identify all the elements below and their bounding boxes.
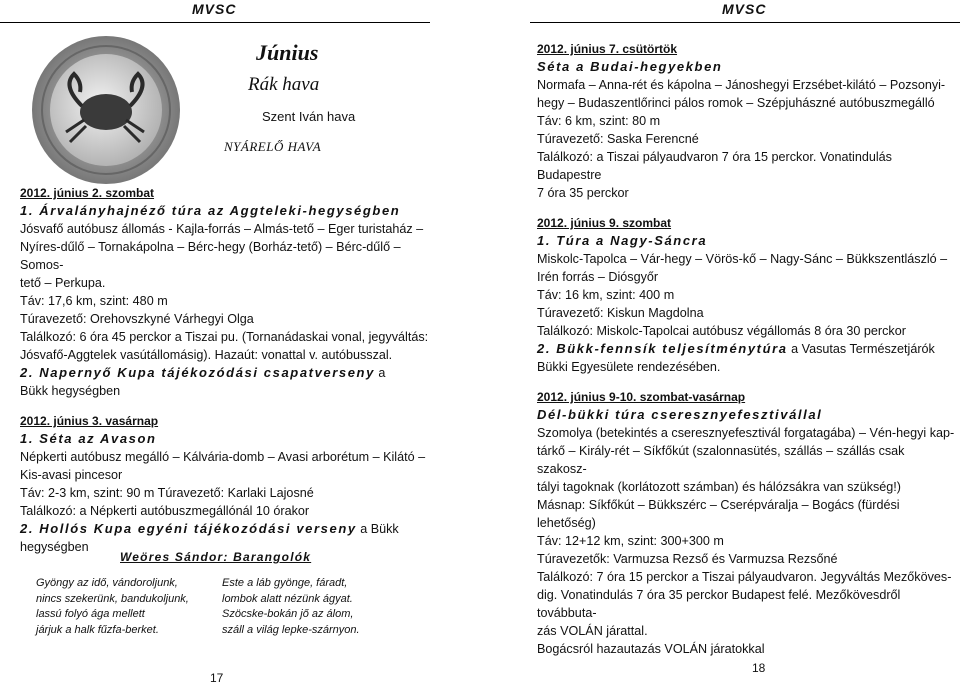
event-title: 2. Napernyő Kupa tájékozódási csapatverseny a	[20, 365, 386, 380]
event-date: 2012. június 9. szombat	[537, 216, 672, 230]
event-line: Másnap: Síkfőkút – Bükkszérc – Cserépváralja – Bogács (fürdési lehetőség)	[537, 498, 900, 530]
event-line: Találkozó: a Tiszai pályaudvaron 7 óra 15 perckor. Vonatindulás Budapestre	[537, 150, 892, 182]
event-date: 2012. június 7. csütörtök	[537, 42, 678, 56]
event-line: Találkozó: a Népkerti autóbuszmegállónál 10 órakor	[20, 504, 310, 518]
event-title: Séta a Budai-hegyekben	[537, 59, 723, 74]
event-line: Normafa – Anna-rét és kápolna – Jánoshegyi Erzsébet-kilátó – Pozsonyi-	[537, 78, 946, 92]
event-title: 1. Séta az Avason	[20, 431, 157, 446]
poem-stanza-1	[36, 576, 189, 638]
poem-stanza-2	[222, 576, 360, 638]
poem-line: Szöcske-bokán jő az álom,	[222, 608, 354, 620]
page-number-right: 18	[752, 661, 766, 675]
poem-line: lassú folyó ága mellett	[36, 608, 145, 620]
event-line: tályi tagoknak (korlátozott számban) és hálózsákra van szükség!)	[537, 480, 901, 494]
cancer-zodiac-image	[32, 36, 180, 184]
event-line: tárkő – Király-rét – Síkfőkút (szalonnasütés, szállás – szállás csak szakosz-	[537, 444, 905, 476]
header-right: MVSC	[722, 1, 767, 17]
event-line: Bükki Egyesülete rendezésében.	[537, 360, 721, 374]
event-line: Jósvafő-Aggtelek vasútállomásig). Hazaút: vonattal v. autóbusszal.	[20, 348, 393, 362]
poem-line: száll a világ lepke-szárnyon.	[222, 623, 360, 636]
event-date: 2012. június 9-10. szombat-vasárnap	[537, 390, 746, 404]
event-line: Irén forrás – Diósgyőr	[537, 270, 659, 284]
left-page	[0, 0, 480, 684]
poem-line: Gyöngy az idő, vándoroljunk,	[36, 577, 178, 589]
left-column	[20, 184, 440, 556]
event-date: 2012. június 3. vasárnap	[20, 414, 159, 428]
event-line: Túravezetők: Varmuzsa Rezső és Varmuzsa Rezsőné	[537, 552, 838, 566]
event-line: Bükk hegységben	[20, 384, 121, 398]
header-left: MVSC	[192, 1, 237, 17]
event-line: Táv: 12+12 km, szint: 300+300 m	[537, 534, 724, 548]
poem-line: Este a láb gyönge, fáradt,	[222, 577, 348, 589]
event-line: Táv: 16 km, szint: 400 m	[537, 288, 675, 302]
crab-icon	[32, 36, 180, 184]
month-name-day: Szent Iván hava	[262, 109, 356, 124]
event-line: Miskolc-Tapolca – Vár-hegy – Vörös-kő – Nagy-Sánc – Bükkszentlászló –	[537, 252, 948, 266]
header-rule-right	[530, 22, 960, 23]
event-line: zás VOLÁN járattal.	[537, 624, 648, 638]
poem-line: lombok alatt nézünk ágyat.	[222, 592, 353, 605]
event-line: Bogácsról hazautazás VOLÁN járatokkal	[537, 642, 765, 656]
poem-line: járjuk a halk fűzfa-berket.	[36, 623, 159, 636]
event-line: Túravezető: Orehovszkyné Várhegyi Olga	[20, 312, 254, 326]
event-line: Túravezető: Kiskun Magdolna	[537, 306, 704, 320]
event-line: Táv: 2-3 km, szint: 90 m Túravezető: Karlaki Lajosné	[20, 486, 314, 500]
event-line: Kis-avasi pincesor	[20, 468, 123, 482]
event-line: Találkozó: 7 óra 15 perckor a Tiszai pályaudvaron. Jegyváltás Mezőköves-	[537, 570, 952, 584]
event-line: dig. Vonatindulás 7 óra 35 perckor Budapest felé. Mezőkövesdről továbbuta-	[537, 588, 901, 620]
event-line: tető – Perkupa.	[20, 276, 106, 290]
page-number-left: 17	[210, 671, 224, 685]
month-subtitle: Rák hava	[248, 74, 320, 95]
event-line: Találkozó: Miskolc-Tapolcai autóbusz végállomás 8 óra 30 perckor	[537, 324, 906, 338]
event-line: 7 óra 35 perckor	[537, 186, 629, 200]
event-line: Népkerti autóbusz megálló – Kálvária-domb – Avasi arborétum – Kilátó –	[20, 450, 426, 464]
event-line: hegy – Budaszentlőrinci pálos romok – Szépjuhászné autóbuszmegálló	[537, 96, 935, 110]
event-line: Nyíres-dűlő – Tornakápolna – Bérc-hegy (Borház-tető) – Bérc-dűlő – Somos-	[20, 240, 401, 272]
event-date: 2012. június 2. szombat	[20, 186, 155, 200]
event-title: 1. Túra a Nagy-Sáncra	[537, 233, 708, 248]
event-line: Táv: 6 km, szint: 80 m	[537, 114, 661, 128]
poem-line: nincs szekerünk, bandukoljunk,	[36, 592, 189, 605]
event-line: Jósvafő autóbusz állomás - Kajla-forrás – Almás-tető – Eger turistaház –	[20, 222, 424, 236]
event-title: Dél-bükki túra cseresznyefesztivállal	[537, 407, 823, 422]
event-line: hegységben	[20, 540, 89, 554]
event-line: Táv: 17,6 km, szint: 480 m	[20, 294, 168, 308]
event-line: Találkozó: 6 óra 45 perckor a Tiszai pu. (Tornanádaskai vonal, jegyváltás:	[20, 330, 429, 344]
month-season: NYÁRELŐ HAVA	[224, 139, 322, 154]
event-title: 1. Árvalányhajnéző túra az Aggteleki-hegységben	[20, 203, 401, 218]
right-column	[537, 40, 957, 658]
poem-author: Weöres Sándor: Barangolók	[120, 550, 312, 564]
event-line: Túravezető: Saska Ferencné	[537, 132, 699, 146]
event-title: 2. Bükk-fennsík teljesítménytúra a Vasutas Természetjárók	[537, 341, 935, 356]
header-rule-left	[0, 22, 430, 23]
event-title: 2. Hollós Kupa egyéni tájékozódási verseny a Bükk	[20, 521, 399, 536]
month-title: Június	[256, 40, 319, 65]
event-line: Szomolya (betekintés a cseresznyefesztivál forgatagába) – Vén-hegyi kap-	[537, 426, 955, 440]
